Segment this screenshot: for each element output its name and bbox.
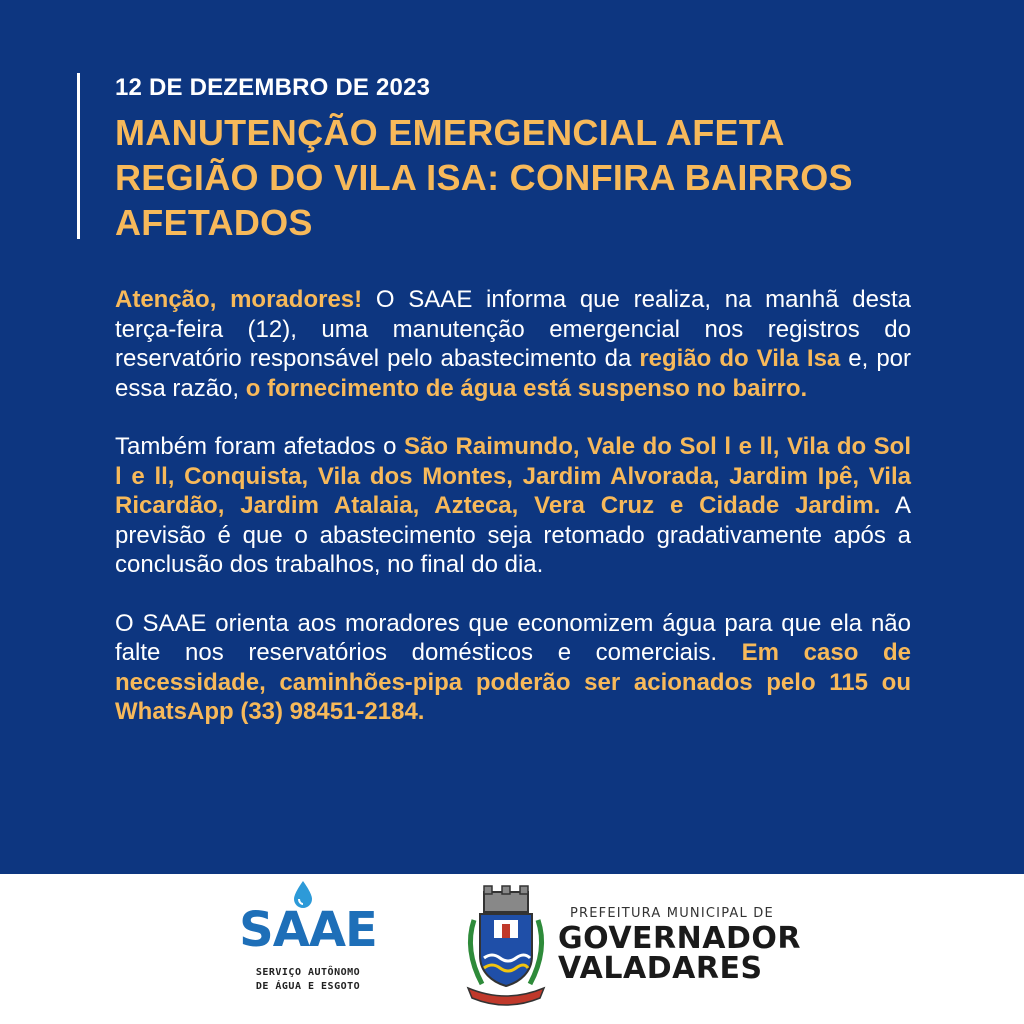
region-phrase: região do Vila Isa [639,345,841,372]
paragraph-2-text-a: Também foram afetados o [115,433,404,460]
saae-logo [238,880,378,1000]
paragraph-1 [115,285,911,403]
accent-bar [77,73,80,239]
paragraph-1-text-a: O SAAE informa que realiza, na manhã desta terça-feira (12), uma manutenção emergencial nos registros do reservatório responsável pelo abastecimento da [115,286,911,372]
supply-suspended-phrase: o fornecimento de água está suspenso no bairro. [245,374,808,402]
prefeitura-logo [458,880,801,1010]
saae-subtitle [238,966,378,994]
paragraph-2-text-b: A previsão é que o abastecimento seja retomado gradativamente após a conclusão dos trabalhos, no final do dia. [115,492,912,578]
municipal-crest-icon [458,880,554,1010]
body-text [115,285,911,756]
paragraph-3-text-a: O SAAE orienta aos moradores que economizem água para que ela não falte nos reservatórios domésticos e comerciais. [115,609,911,666]
prefeitura-subtitle: PREFEITURA MUNICIPAL DE [570,906,774,921]
paragraph-1-text-b: e, por essa razão, [115,345,912,402]
headline: MANUTENÇÃO EMERGENCIAL AFETA REGIÃO DO VILA ISA: CONFIRA BAIRROS AFETADOS [115,112,853,243]
contact-phrase: Em caso de necessidade, caminhões-pipa poderão ser acionados pelo 115 ou WhatsApp (33) 98451-2184. [115,639,911,725]
affected-neighborhoods: São Raimundo, Vale do Sol l e ll, Vila do Sol l e ll, Conquista, Vila dos Montes, Jardim Alvorada, Jardim Ipê, Vila Ricardão, Jardim Atalaia, Azteca, Vera Cruz e Cidade Jardim. [115,433,912,519]
city-name-line-1: GOVERNADOR [558,921,801,956]
saae-subtitle-line-1: SERVIÇO AUTÔNOMO [255,967,361,978]
saae-wordmark: SAAE [239,902,377,958]
saae-subtitle-line-2: DE ÁGUA E ESGOTO [255,981,361,992]
attention-phrase: Atenção, moradores! [115,286,363,313]
paragraph-3 [115,609,911,727]
post-date: 12 DE DEZEMBRO DE 2023 [115,74,431,101]
city-name-line-2: VALADARES [558,951,763,986]
paragraph-2 [115,432,911,580]
